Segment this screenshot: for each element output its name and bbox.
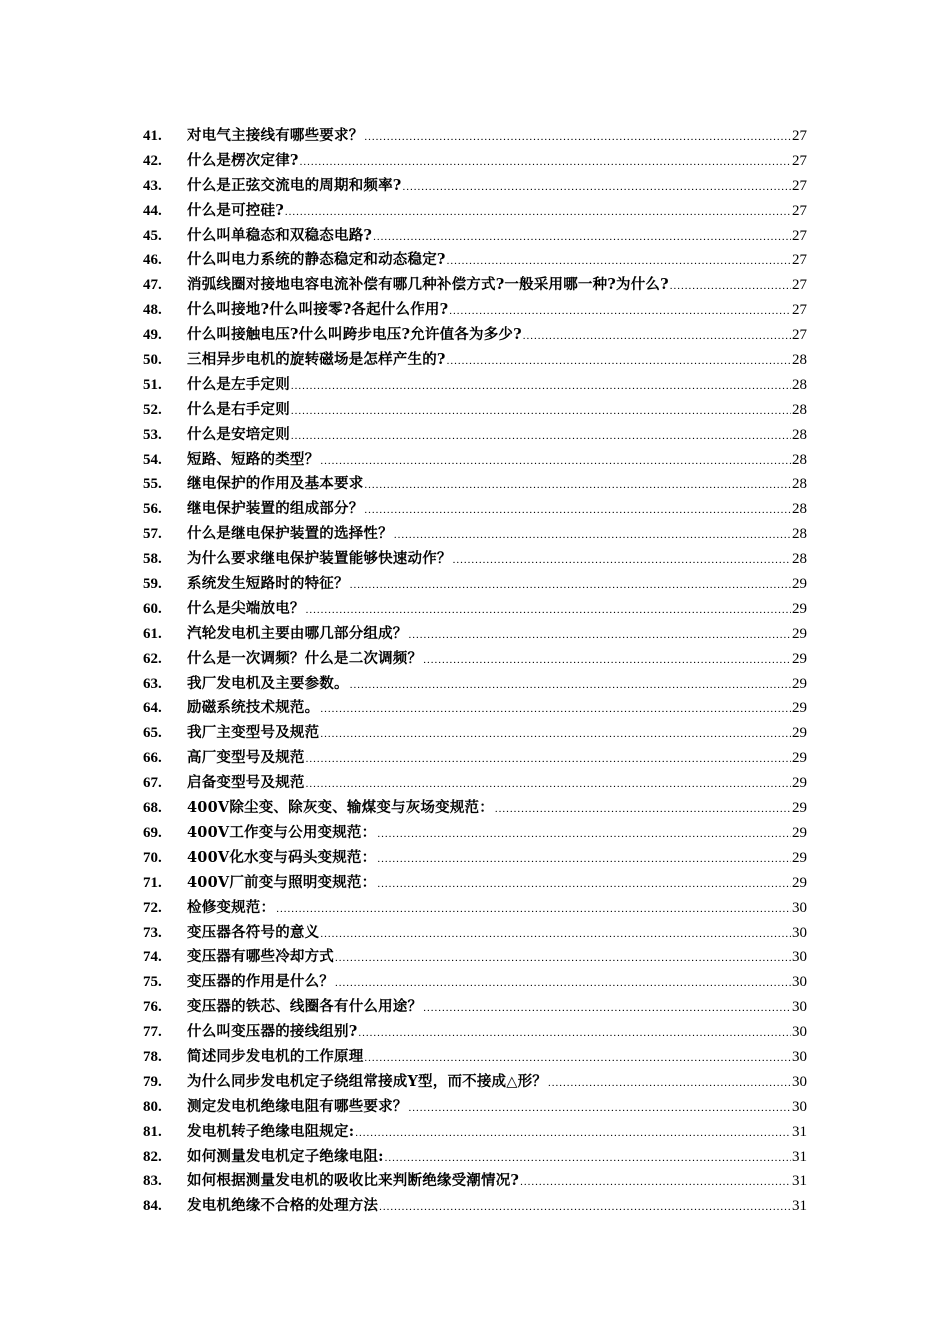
- toc-entry[interactable]: [143, 398, 807, 423]
- toc-entry-title: 变压器的铁芯、线圈各有什么用途？: [187, 998, 423, 1016]
- toc-entry[interactable]: [143, 1169, 807, 1194]
- toc-entry-title: 发电机绝缘不合格的处理方法: [187, 1197, 379, 1215]
- toc-entry-title: 什么是正弦交流电的周期和频率?: [187, 176, 402, 194]
- toc-entry-number: 76.: [143, 999, 162, 1016]
- toc-entry-number: 68.: [143, 800, 162, 817]
- dot-leader: [335, 971, 791, 996]
- toc-entry-title: 什么叫接地?什么叫接零?各起什么作用?: [187, 301, 449, 319]
- toc-entry[interactable]: [143, 298, 807, 323]
- dot-leader: [320, 449, 791, 474]
- dot-leader: [495, 797, 791, 822]
- dot-leader: [385, 1146, 791, 1171]
- toc-entry-number: 79.: [143, 1073, 162, 1090]
- toc-entry-page: 29: [792, 600, 807, 617]
- dot-leader: [364, 498, 791, 523]
- dot-leader: [355, 1121, 791, 1146]
- dot-leader: [306, 772, 791, 797]
- dot-leader: [335, 946, 791, 971]
- toc-entry-title: 我厂主变型号及规范: [187, 724, 320, 742]
- toc-entry-page: 29: [792, 625, 807, 642]
- toc-entry-number: 49.: [143, 327, 162, 344]
- toc-entry-number: 69.: [143, 824, 162, 841]
- toc-entry-title: 汽轮发电机主要由哪几部分组成？: [187, 624, 408, 642]
- toc-entry-page: 30: [792, 924, 807, 941]
- dot-leader: [447, 249, 791, 274]
- toc-entry[interactable]: [143, 547, 807, 572]
- toc-entry-title: 如何根据测量发电机的吸收比来判断绝缘受潮情况?: [187, 1172, 520, 1190]
- toc-entry-number: 66.: [143, 750, 162, 767]
- toc-entry-page: 30: [792, 899, 807, 916]
- dot-leader: [300, 150, 791, 175]
- toc-entry-title: 高厂变型号及规范: [187, 749, 305, 767]
- toc-entry[interactable]: [143, 323, 807, 348]
- dot-leader: [447, 349, 791, 374]
- toc-entry[interactable]: [143, 124, 807, 149]
- toc-entry-title: 继电保护装置的组成部分？: [187, 500, 364, 518]
- toc-entry-number: 46.: [143, 252, 162, 269]
- toc-entry-title: 系统发生短路时的特征？: [187, 575, 349, 593]
- dot-leader: [320, 697, 791, 722]
- toc-entry-number: 62.: [143, 650, 162, 667]
- dot-leader: [364, 125, 791, 150]
- toc-entry[interactable]: [143, 348, 807, 373]
- toc-entry-number: 74.: [143, 949, 162, 966]
- toc-entry[interactable]: [143, 672, 807, 697]
- toc-entry-page: 29: [792, 849, 807, 866]
- toc-entry-page: 29: [792, 700, 807, 717]
- dot-leader: [373, 225, 791, 250]
- toc-entry-number: 82.: [143, 1148, 162, 1165]
- toc-entry-title: 什么是左手定则: [187, 375, 290, 393]
- dot-leader: [276, 897, 791, 922]
- toc-entry-page: 28: [792, 501, 807, 518]
- toc-entry-title: 检修变规范：: [187, 898, 276, 916]
- toc-entry-title: 对电气主接线有哪些要求？: [187, 127, 364, 144]
- toc-entry-page: 27: [792, 128, 807, 144]
- toc-entry-title: 为什么同步发电机定子绕组常接成Y型，而不接成△形？: [187, 1072, 548, 1090]
- toc-entry-page: 27: [792, 277, 807, 294]
- toc-entry-page: 28: [792, 451, 807, 468]
- toc-entry-number: 55.: [143, 476, 162, 493]
- toc-entry-page: 29: [792, 874, 807, 891]
- toc-entry-number: 83.: [143, 1173, 162, 1190]
- toc-entry-number: 59.: [143, 576, 162, 593]
- toc-entry[interactable]: [143, 945, 807, 970]
- toc-entry[interactable]: [143, 224, 807, 249]
- toc-entry[interactable]: [143, 149, 807, 174]
- toc-entry-title: 400V除尘变、除灰变、输煤变与灰场变规范：: [187, 799, 494, 817]
- toc-entry-page: 30: [792, 949, 807, 966]
- toc-entry-title: 我厂发电机及主要参数。: [187, 674, 349, 692]
- dot-leader: [377, 847, 791, 872]
- dot-leader: [423, 648, 791, 673]
- dot-leader: [403, 175, 792, 200]
- toc-entry-title: 什么是继电保护装置的选择性？: [187, 525, 393, 543]
- toc-entry[interactable]: [143, 1020, 807, 1045]
- toc-entry-title: 什么是一次调频？什么是二次调频？: [187, 649, 423, 667]
- toc-entry-number: 65.: [143, 725, 162, 742]
- toc-entry-title: 测定发电机绝缘电阻有哪些要求？: [187, 1097, 408, 1115]
- toc-entry-number: 52.: [143, 401, 162, 418]
- toc-entry-page: 28: [792, 551, 807, 568]
- toc-entry[interactable]: [143, 423, 807, 448]
- dot-leader: [306, 747, 791, 772]
- toc-entry-number: 60.: [143, 600, 162, 617]
- toc-entry-number: 63.: [143, 675, 162, 692]
- dot-leader: [364, 473, 791, 498]
- toc-entry[interactable]: [143, 1120, 807, 1145]
- toc-entry-number: 53.: [143, 426, 162, 443]
- toc-entry-page: 27: [792, 202, 807, 219]
- toc-entry[interactable]: [143, 1194, 807, 1219]
- toc-entry-title: 三相异步电机的旋转磁场是怎样产生的?: [187, 351, 446, 369]
- toc-entry-number: 67.: [143, 775, 162, 792]
- dot-leader: [670, 274, 791, 299]
- toc-entry-page: 29: [792, 725, 807, 742]
- toc-entry-title: 发电机转子绝缘电阻规定:: [187, 1122, 355, 1140]
- toc-entry[interactable]: [143, 273, 807, 298]
- toc-entry[interactable]: [143, 995, 807, 1020]
- dot-leader: [520, 1170, 791, 1195]
- toc-entry-title: 什么叫单稳态和双稳态电路?: [187, 226, 373, 244]
- toc-entry[interactable]: [143, 248, 807, 273]
- dot-leader: [306, 598, 791, 623]
- toc-entry-page: 27: [792, 327, 807, 344]
- toc-entry-number: 61.: [143, 625, 162, 642]
- toc-entry-title: 什么是尖端放电？: [187, 599, 305, 617]
- toc-entry-title: 400V工作变与公用变规范：: [187, 823, 377, 841]
- toc-entry-page: 28: [792, 526, 807, 543]
- toc-entry[interactable]: [143, 497, 807, 522]
- toc-entry-page: 28: [792, 376, 807, 393]
- toc-entry-number: 73.: [143, 924, 162, 941]
- toc-entry-page: 31: [792, 1123, 807, 1140]
- toc-entry-page: 30: [792, 974, 807, 991]
- toc-entry-title: 400V厂前变与照明变规范：: [187, 873, 377, 891]
- toc-entry-number: 75.: [143, 974, 162, 991]
- toc-entry-page: 29: [792, 800, 807, 817]
- toc-entry-title: 变压器有哪些冷却方式: [187, 948, 334, 966]
- toc-entry-page: 29: [792, 750, 807, 767]
- toc-entry[interactable]: [143, 622, 807, 647]
- toc-entry[interactable]: [143, 597, 807, 622]
- toc-entry-page: 29: [792, 775, 807, 792]
- toc-entry-number: 57.: [143, 526, 162, 543]
- toc-entry-number: 50.: [143, 352, 162, 369]
- dot-leader: [350, 673, 791, 698]
- toc-entry[interactable]: [143, 472, 807, 497]
- toc-entry-page: 30: [792, 999, 807, 1016]
- toc-entry-number: 64.: [143, 700, 162, 717]
- toc-entry-title: 变压器各符号的意义: [187, 923, 320, 941]
- dot-leader: [523, 324, 791, 349]
- dot-leader: [423, 996, 791, 1021]
- toc-entry-page: 29: [792, 650, 807, 667]
- toc-entry-page: 27: [792, 177, 807, 194]
- dot-leader: [350, 573, 791, 598]
- toc-entry-number: 43.: [143, 177, 162, 194]
- toc-entry-number: 77.: [143, 1024, 162, 1041]
- toc-entry-title: 继电保护的作用及基本要求: [187, 475, 364, 493]
- toc-entry[interactable]: [143, 647, 807, 672]
- toc-entry-number: 70.: [143, 849, 162, 866]
- toc-entry-number: 81.: [143, 1123, 162, 1140]
- toc-entry-title: 什么是右手定则: [187, 400, 290, 418]
- toc-entry[interactable]: [143, 572, 807, 597]
- toc-entry[interactable]: [143, 373, 807, 398]
- dot-leader: [394, 523, 791, 548]
- toc-entry[interactable]: [143, 1045, 807, 1070]
- toc-entry-page: 27: [792, 302, 807, 319]
- toc-entry-number: 58.: [143, 551, 162, 568]
- toc-entry-title: 短路、短路的类型？: [187, 450, 320, 468]
- toc-entry-title: 为什么要求继电保护装置能够快速动作？: [187, 550, 452, 568]
- toc-entry[interactable]: [143, 746, 807, 771]
- toc-entry-title: 什么是楞次定律?: [187, 151, 299, 169]
- toc-entry-number: 48.: [143, 302, 162, 319]
- toc-entry-page: 31: [792, 1198, 807, 1215]
- toc-entry-number: 72.: [143, 899, 162, 916]
- toc-entry-page: 28: [792, 401, 807, 418]
- toc-entry-title: 什么叫电力系统的静态稳定和动态稳定?: [187, 251, 446, 269]
- toc-entry-page: 29: [792, 576, 807, 593]
- toc-entry[interactable]: [143, 1095, 807, 1120]
- dot-leader: [548, 1071, 791, 1096]
- dot-leader: [285, 200, 791, 225]
- dot-leader: [409, 623, 792, 648]
- toc-entry-number: 80.: [143, 1098, 162, 1115]
- toc-entry-title: 消弧线圈对接地电容电流补偿有哪几种补偿方式?一般采用哪一种?为什么?: [187, 276, 669, 294]
- toc-entry-number: 47.: [143, 277, 162, 294]
- dot-leader: [364, 1046, 791, 1071]
- toc-entry[interactable]: [143, 1145, 807, 1170]
- toc-entry[interactable]: [143, 174, 807, 199]
- toc-entry[interactable]: [143, 896, 807, 921]
- toc-entry-page: 28: [792, 426, 807, 443]
- toc-entry-title: 启备变型号及规范: [187, 774, 305, 792]
- toc-entry-number: 41.: [143, 128, 162, 144]
- toc-entry-page: 31: [792, 1148, 807, 1165]
- toc-entry[interactable]: [143, 970, 807, 995]
- toc-entry-title: 简述同步发电机的工作原理: [187, 1047, 364, 1065]
- dot-leader: [320, 722, 791, 747]
- toc-entry-page: 29: [792, 824, 807, 841]
- toc-entry[interactable]: [143, 846, 807, 871]
- toc-entry-number: 44.: [143, 202, 162, 219]
- toc-entry-page: 30: [792, 1048, 807, 1065]
- toc-entry[interactable]: [143, 796, 807, 821]
- dot-leader: [379, 1195, 791, 1220]
- toc-entry-page: 27: [792, 252, 807, 269]
- toc-entry-title: 400V化水变与码头变规范：: [187, 848, 377, 866]
- toc-entry-number: 84.: [143, 1198, 162, 1215]
- toc-entry-title: 如何测量发电机定子绝缘电阻:: [187, 1147, 384, 1165]
- dot-leader: [358, 1021, 791, 1046]
- toc-entry-title: 什么是安培定则: [187, 425, 290, 443]
- toc-entry[interactable]: [143, 522, 807, 547]
- toc-entry-number: 51.: [143, 376, 162, 393]
- toc-entry-page: 30: [792, 1073, 807, 1090]
- toc-entry[interactable]: [143, 771, 807, 796]
- dot-leader: [291, 424, 791, 449]
- toc-entry[interactable]: [143, 821, 807, 846]
- toc-entry-page: 27: [792, 227, 807, 244]
- toc-entry-page: 27: [792, 152, 807, 169]
- toc-entry[interactable]: [143, 721, 807, 746]
- toc-entry[interactable]: [143, 448, 807, 473]
- dot-leader: [453, 548, 791, 573]
- dot-leader: [291, 399, 791, 424]
- toc-entry-page: 30: [792, 1098, 807, 1115]
- table-of-contents: [143, 124, 807, 1219]
- toc-entry-number: 78.: [143, 1048, 162, 1065]
- toc-entry-page: 28: [792, 476, 807, 493]
- toc-entry-title: 变压器的作用是什么？: [187, 973, 334, 991]
- toc-entry-page: 29: [792, 675, 807, 692]
- toc-entry-page: 28: [792, 352, 807, 369]
- toc-entry-number: 71.: [143, 874, 162, 891]
- toc-entry[interactable]: [143, 696, 807, 721]
- toc-entry-number: 54.: [143, 451, 162, 468]
- dot-leader: [409, 1096, 792, 1121]
- toc-entry-page: 30: [792, 1024, 807, 1041]
- dot-leader: [291, 374, 791, 399]
- toc-entry-page: 31: [792, 1173, 807, 1190]
- toc-entry-title: 什么叫接触电压?什么叫跨步电压?允许值各为多少?: [187, 326, 522, 344]
- toc-entry-number: 42.: [143, 152, 162, 169]
- dot-leader: [449, 299, 791, 324]
- toc-entry-title: 励磁系统技术规范。: [187, 699, 320, 717]
- dot-leader: [377, 822, 791, 847]
- dot-leader: [320, 922, 791, 947]
- toc-entry-title: 什么叫变压器的接线组别?: [187, 1023, 358, 1041]
- toc-entry-number: 56.: [143, 501, 162, 518]
- toc-entry-title: 什么是可控硅?: [187, 201, 284, 219]
- toc-entry[interactable]: [143, 1070, 807, 1095]
- toc-entry[interactable]: [143, 921, 807, 946]
- dot-leader: [377, 872, 791, 897]
- toc-entry[interactable]: [143, 199, 807, 224]
- toc-entry-number: 45.: [143, 227, 162, 244]
- toc-entry[interactable]: [143, 871, 807, 896]
